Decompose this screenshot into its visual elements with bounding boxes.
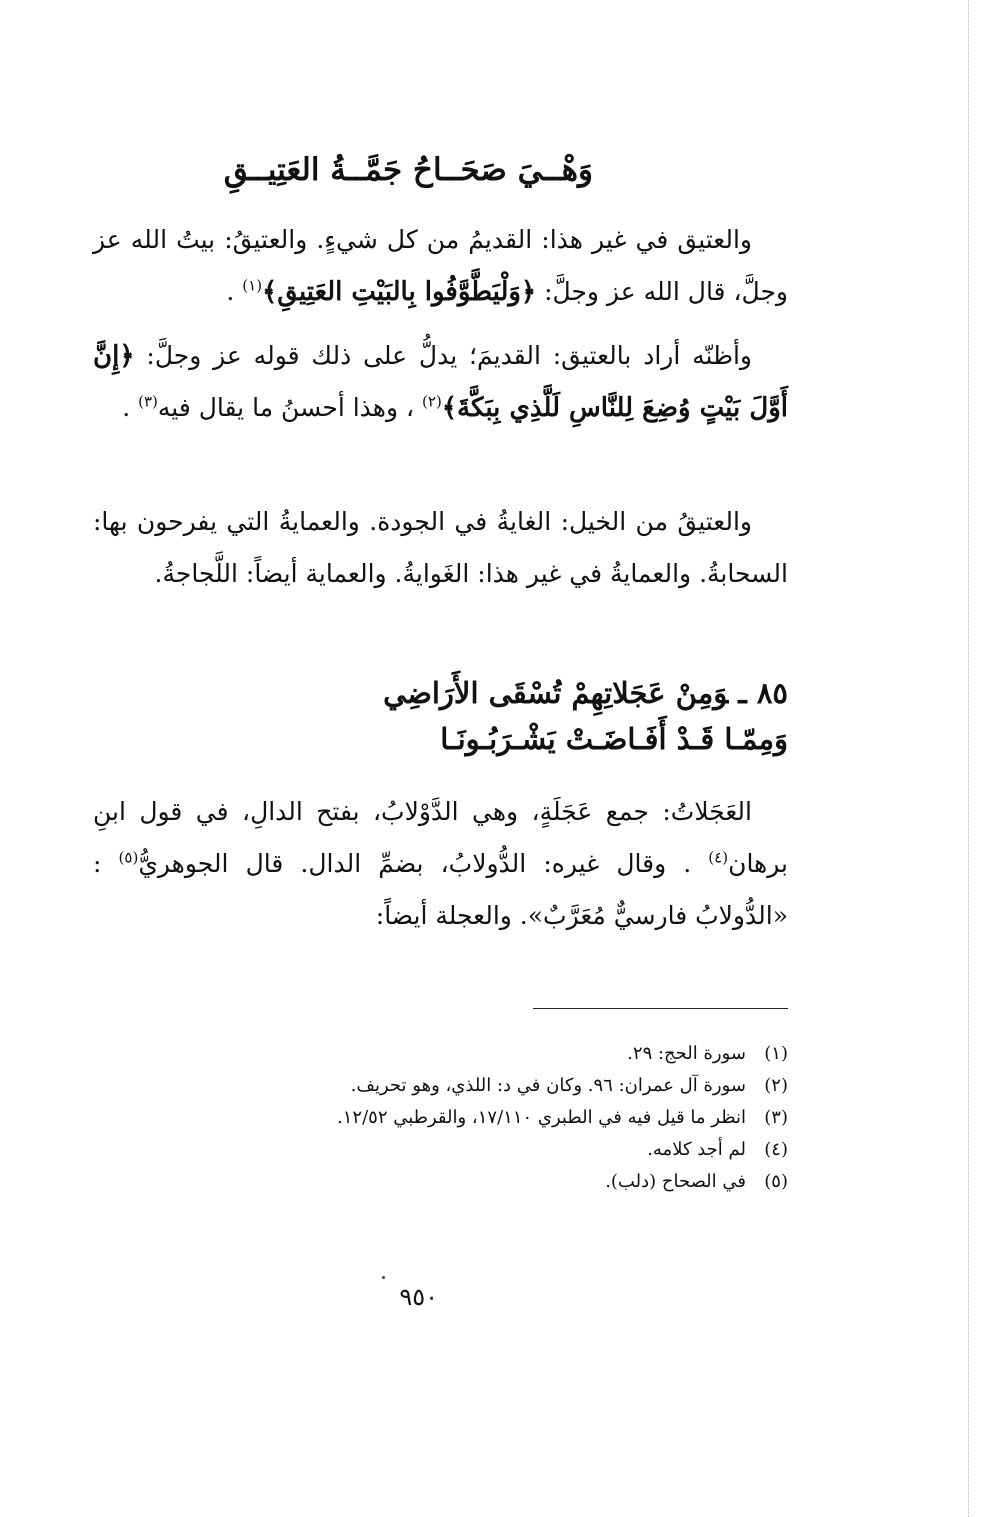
- footnote-ref-3[interactable]: (٣): [138, 392, 158, 411]
- paragraph-2-text-c: .: [122, 393, 139, 422]
- footnote-ref-1[interactable]: (١): [242, 276, 263, 295]
- footnote-separator: [533, 1008, 788, 1009]
- scan-speck: [382, 1276, 385, 1279]
- paragraph-3-text: والعتيقُ من الخيل: الغايةُ في الجودة. والعمايةُ التي يفرحون بها: السحابةُ. والعمايةُ في غير هذا: الغَوايةُ. والعماية أيضاً: اللَّجاجةُ.: [93, 507, 788, 588]
- paragraph-5-text-a: العَجَلاتُ: جمع عَجَلَةٍ، وهي الدَّوْلابُ، بفتح الدالِ، في قول ابنِ برهان: [93, 797, 788, 878]
- quran-quote-2: ﴿إِنَّ أَوَّلَ بَيْتٍ وُضِعَ لِلنَّاسِ لَلَّذِي بِبَكَّةَ﴾: [93, 341, 788, 423]
- verse-85-hemistich-2: وَمِمّـا قَـدْ أَفَـاضَـتْ يَشْـرَبُـونَـا: [440, 722, 788, 756]
- verse-number: ٨٥ ـ: [738, 676, 788, 710]
- verse-85-line-1: وَمِنْ عَجَلاتِهِمْ تُسْقَى الأَرَاضِي: [383, 676, 729, 710]
- paragraph-2-text-a: وأظنّه أراد بالعتيق: القديمَ؛ يدلُّ على ذلك قوله عز وجلَّ:: [134, 341, 752, 370]
- footnote-item: [98, 1038, 788, 1070]
- quran-quote-1: ﴿وَلْيَطَّوَّفُوا بِالبَيْتِ العَتِيقِ﴾: [262, 277, 537, 307]
- footnote-number: (٤): [764, 1139, 788, 1160]
- page-number: ٩٥٠: [399, 1283, 438, 1311]
- footnote-item: [98, 1134, 788, 1166]
- verse-85-hemistich-1: [383, 668, 788, 718]
- opening-verse: وَهْــيَ صَحَــاحُ جَمَّــةُ العَتِيــقِ: [223, 152, 593, 188]
- footnote-text: سورة آل عمران: ٩٦. وكان في د: اللذي، وهو تحريف.: [350, 1075, 746, 1096]
- footnote-item: [98, 1102, 788, 1134]
- footnote-item: [98, 1070, 788, 1102]
- paragraph-2-text-b: ، وهذا أحسنُ ما يقال فيه: [157, 393, 423, 422]
- paragraph-5: [93, 786, 788, 942]
- footnote-text: في الصحاح (دلب).: [605, 1171, 746, 1192]
- footnote-item: [98, 1166, 788, 1198]
- footnote-number: (٣): [764, 1107, 788, 1128]
- paragraph-2: [93, 330, 788, 434]
- scan-edge-line: [968, 0, 969, 1517]
- footnote-ref-2[interactable]: (٢): [422, 392, 442, 411]
- footnote-text: انظر ما قيل فيه في الطبري ١٧/١١٠، والقرطبي ١٢/٥٢.: [337, 1107, 746, 1128]
- footnote-text: سورة الحج: ٢٩.: [627, 1043, 746, 1064]
- footnotes-list: [98, 1038, 788, 1198]
- paragraph-5-text-b: . وقال غيره: الدُّولابُ، بضمِّ الدال. قال الجوهريُّ: [138, 849, 709, 878]
- footnote-ref-4[interactable]: (٤): [708, 848, 729, 867]
- footnote-number: (١): [764, 1043, 788, 1064]
- paragraph-1: [93, 214, 788, 318]
- footnote-number: (٢): [764, 1075, 788, 1096]
- paragraph-1-text-a: والعتيق في غير هذا: القديمُ من كل شيءٍ. والعتيقُ: بيتُ الله عز وجلَّ، قال الله عز وجلَّ:: [93, 225, 788, 306]
- footnote-ref-5[interactable]: (٥): [118, 848, 139, 867]
- footnote-text: لم أجد كلامه.: [647, 1139, 746, 1160]
- footnote-number: (٥): [764, 1171, 788, 1192]
- paragraph-5-text-c: : «الدُّولابُ فارسيٌّ مُعَرَّبٌ». والعجلة أيضاً:: [93, 849, 788, 930]
- paragraph-3: [93, 496, 788, 600]
- paragraph-1-text-b: .: [226, 277, 243, 306]
